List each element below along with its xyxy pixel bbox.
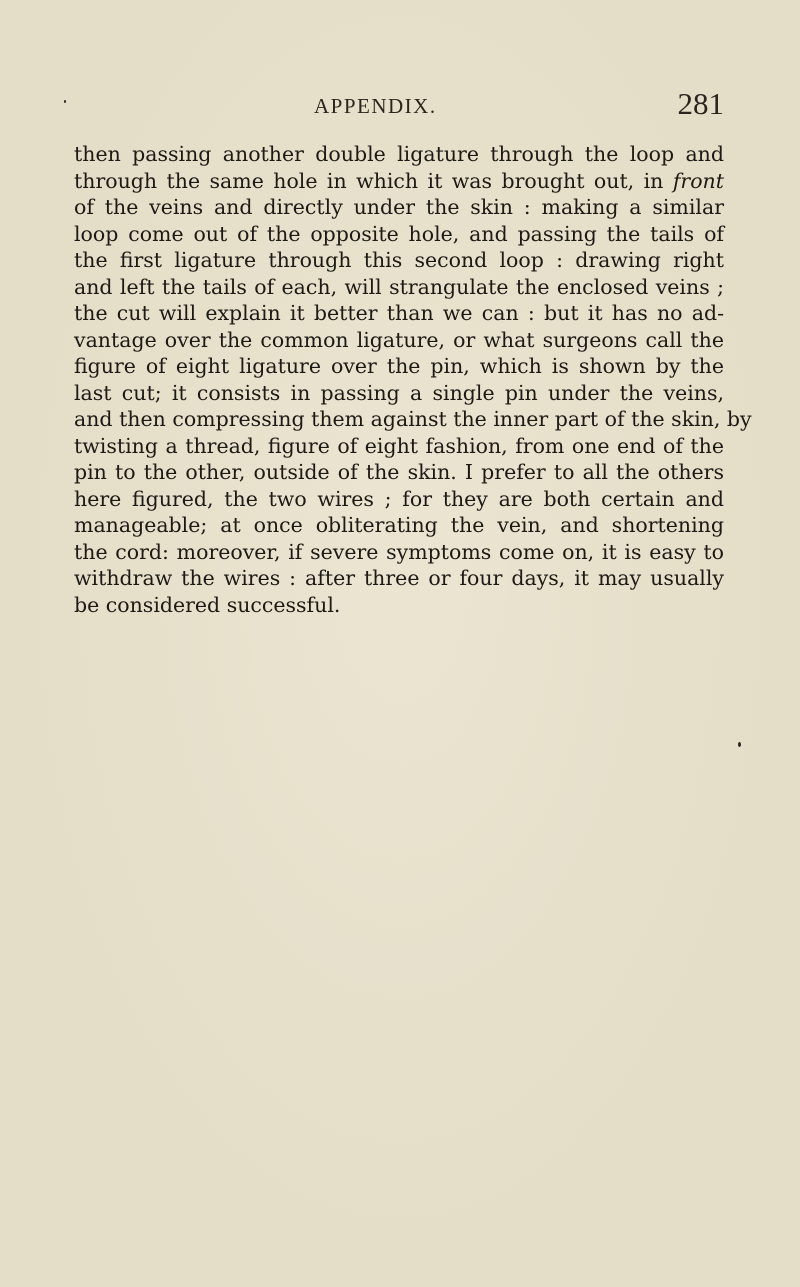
text-line: the cord: moreover, if severe symptoms come on, it is easy to [74,539,724,564]
text-line-segment: through the same hole in which it was brought out, in [74,168,664,193]
text-line: vantage over the common ligature, or what surgeons call the [74,327,724,352]
ink-speck [738,742,741,747]
text-line [74,168,724,195]
text-line: pin to the other, outside of the skin. I prefer to all the others [74,460,724,484]
body-text [74,141,752,618]
italic-word: front [672,168,724,193]
text-line: here figured, the two wires ; for they are both certain and [74,486,724,511]
text-line: the cut will explain it better than we can : but it has no ad- [74,301,724,325]
text-line: and left the tails of each, will strangulate the enclosed veins ; [74,274,724,299]
text-line: the first ligature through this second loop : drawing right [74,248,724,272]
text-line: manageable; at once obliterating the vein, and shortening [74,513,724,537]
running-head [74,86,724,126]
text-line: figure of eight ligature over the pin, which is shown by the [74,354,724,378]
text-line: loop come out of the opposite hole, and passing the tails of [74,221,724,246]
text-line: then passing another double ligature through the loop and [74,142,724,166]
text-line: and then compressing them against the inner part of the skin, by [74,407,752,431]
text-line: of the veins and directly under the skin : making a similar [74,195,724,219]
text-line: last cut; it consists in passing a single pin under the veins, [74,380,724,405]
text-line: withdraw the wires : after three or four days, it may usually [74,566,724,590]
page-number: 281 [677,86,724,121]
text-line: be considered successful. [74,592,341,617]
ink-speck [64,100,66,103]
running-head-title: APPENDIX. [314,94,437,118]
text-line: twisting a thread, figure of eight fashion, from one end of the [74,433,724,458]
